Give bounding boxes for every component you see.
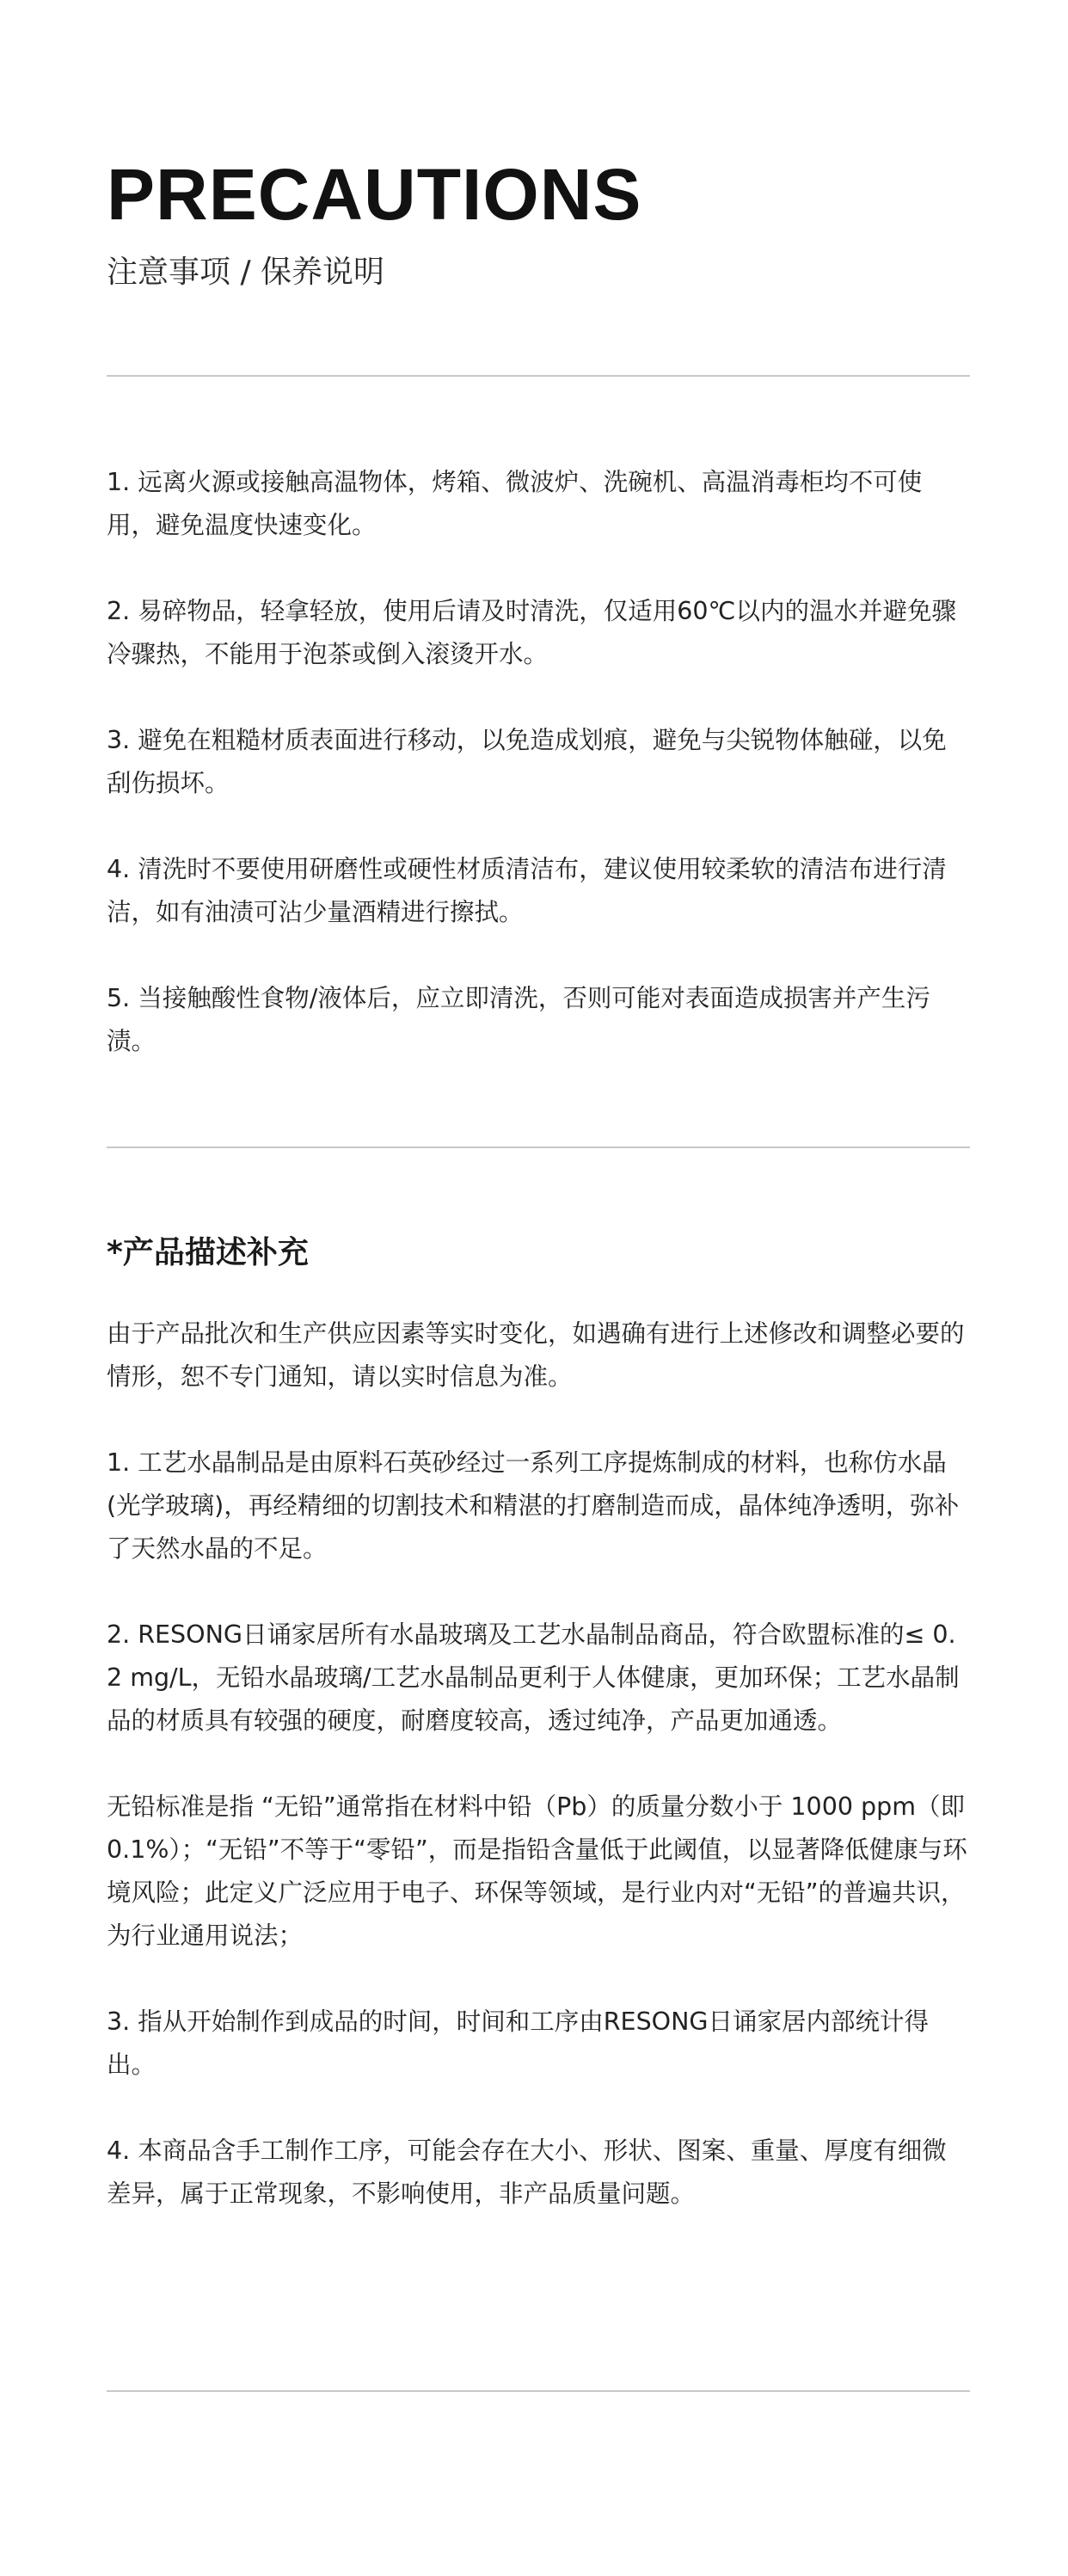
supplement-list [107, 1313, 970, 2259]
page-subtitle: 注意事项 / 保养说明 [107, 255, 385, 290]
precaution-item-1: 1. 远离火源或接触高温物体，烤箱、微波炉、洗碗机、高温消毒柜均不可使用，避免温度快速变化。 [107, 468, 923, 539]
supplement-intro: 由于产品批次和生产供应因素等实时变化，如遇确有进行上述修改和调整必要的情形，恕不专门通知，请以实时信息为准。 [107, 1319, 965, 1391]
precaution-item-5: 5. 当接触酸性食物/液体后，应立即清洗，否则可能对表面造成损害并产生污渍。 [107, 984, 930, 1055]
divider-middle [107, 1147, 970, 1148]
divider-top [107, 375, 970, 377]
supplement-item-2: 2. RESONG日诵家居所有水晶玻璃及工艺水晶制品商品，符合欧盟标准的≤ 0.2 mg/L，无铅水晶玻璃/工艺水晶制品更利于人体健康，更加环保；工艺水晶制品的材质具有较强的硬度，耐磨度较高，透过纯净，产品更加通透。 [107, 1620, 960, 1735]
supplement-item-1: 1. 工艺水晶制品是由原料石英砂经过一系列工序提炼制成的材料，也称仿水晶(光学玻璃)，再经精细的切割技术和精湛的打磨制造而成，晶体纯净透明，弥补了天然水晶的不足。 [107, 1448, 960, 1563]
supplement-heading: *产品描述补充 [107, 1235, 309, 1270]
supplement-item-4: 4. 本商品含手工制作工序，可能会存在大小、形状、图案、重量、厚度有细微差异，属于正常现象，不影响使用，非产品质量问题。 [107, 2136, 947, 2208]
precaution-item-2: 2. 易碎物品，轻拿轻放，使用后请及时清洗，仅适用60℃以内的温水并避免骤冷骤热，不能用于泡茶或倒入滚烫开水。 [107, 597, 957, 668]
precaution-item-4: 4. 清洗时不要使用研磨性或硬性材质清洁布，建议使用较柔软的清洁布进行清洁，如有油渍可沾少量酒精进行擦拭。 [107, 855, 947, 926]
divider-bottom [107, 2390, 970, 2392]
lead-free-definition: 无铅标准是指 “无铅”通常指在材料中铅（Pb）的质量分数小于 1000 ppm（即 0.1%）；“无铅”不等于“零铅”，而是指铅含量低于此阈值，以显著降低健康与环境风险；此定义广泛应用于电子、环保等领域，是行业内对“无铅”的普遍共识，为行业通用说法； [107, 1792, 967, 1950]
precaution-item-3: 3. 避免在粗糙材质表面进行移动，以免造成划痕，避免与尖锐物体触碰，以免刮伤损坏。 [107, 726, 947, 797]
page-title: PRECAUTIONS [107, 154, 642, 235]
precautions-list [107, 461, 970, 1106]
supplement-item-3: 3. 指从开始制作到成品的时间，时间和工序由RESONG日诵家居内部统计得出。 [107, 2007, 929, 2079]
